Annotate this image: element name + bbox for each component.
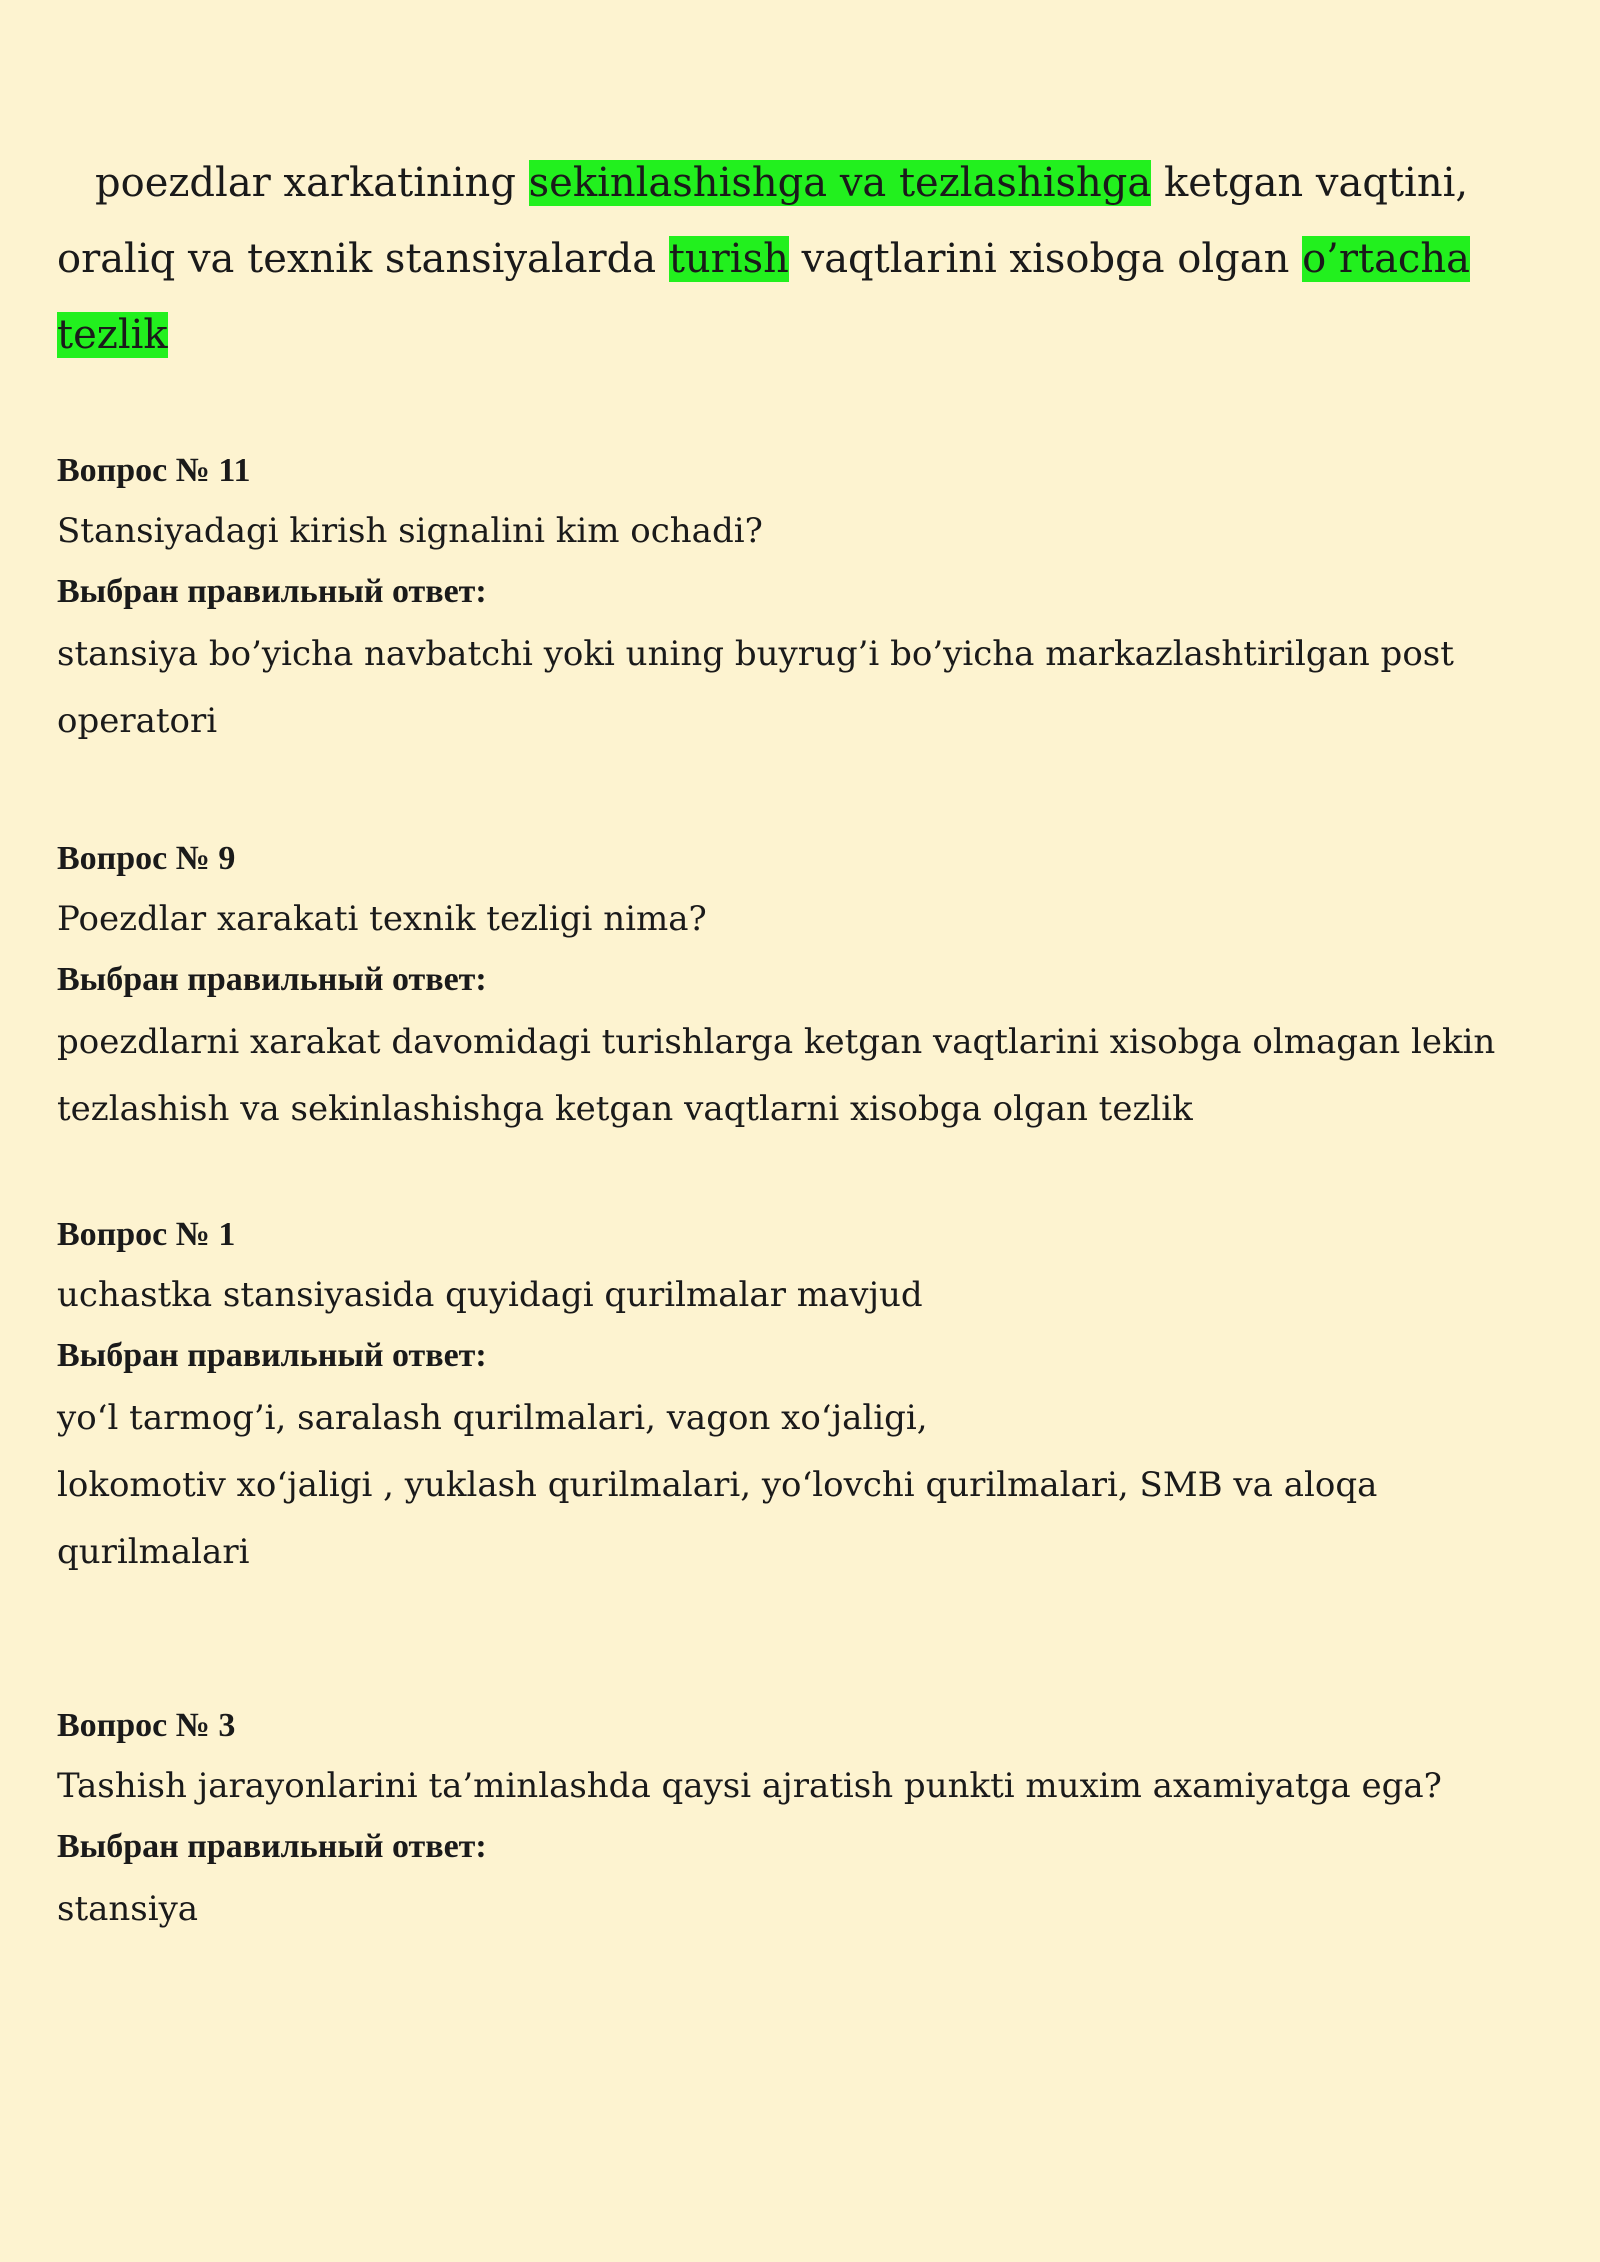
- highlighted-text: turish: [668, 236, 789, 282]
- answer-text: [57, 1009, 1547, 1143]
- answer-text: [57, 1385, 1547, 1586]
- highlighted-text: sekinlashishga va tezlashishga: [528, 160, 1152, 206]
- answer-line: stansiya: [57, 1889, 199, 1929]
- answer-line: lokomotiv xo‘jaligi , yuklash qurilmalari, yo‘lovchi qurilmalari, SMB va aloqa qurilmalari: [57, 1465, 1378, 1572]
- intro-text: poezdlar xarkatining: [95, 160, 529, 206]
- answer-line: yo‘l tarmog’i, saralash qurilmalari, vagon xo‘jaligi,: [57, 1398, 928, 1438]
- question-text: Stansiyadagi kirish signalini kim ochadi?: [57, 511, 763, 551]
- highlighted-text: o’rtacha tezlik: [57, 236, 1470, 358]
- answer-label: Выбран правильный ответ:: [57, 1828, 487, 1865]
- intro-text: vaqtlarini xisobga olgan: [788, 236, 1303, 282]
- answer-line: poezdlarni xarakat davomidagi turishlarga ketgan vaqtlarini xisobga olmagan lekin tezlashish va sekinlashishga ketgan vaqtlarni xisobga olgan tezlik: [57, 1022, 1496, 1129]
- intro-text: ketgan vaqtini, oraliq va texnik stansiyalarda: [57, 160, 1469, 282]
- question-block: [57, 443, 1547, 755]
- answer-label: Выбран правильный ответ:: [57, 961, 487, 998]
- question-number: Вопрос № 11: [57, 452, 251, 489]
- answer-text: [57, 621, 1547, 755]
- question-block: [57, 1698, 1547, 1943]
- document-page: [57, 145, 1547, 1929]
- question-block: [57, 831, 1547, 1143]
- answer-label: Выбран правильный ответ:: [57, 1337, 487, 1374]
- question-text: Tashish jarayonlarini ta’minlashda qaysi ajratish punkti muxim axamiyatga ega?: [57, 1766, 1442, 1806]
- question-text: uchastka stansiyasida quyidagi qurilmalar mavjud: [57, 1275, 923, 1315]
- question-number: Вопрос № 3: [57, 1707, 236, 1744]
- answer-line: stansiya bo’yicha navbatchi yoki uning buyrug’i bo’yicha markazlashtirilgan post operatori: [57, 634, 1454, 741]
- question-number: Вопрос № 1: [57, 1216, 236, 1253]
- answer-label: Выбран правильный ответ:: [57, 573, 487, 610]
- question-number: Вопрос № 9: [57, 840, 236, 877]
- question-block: [57, 1207, 1547, 1586]
- question-text: Poezdlar xarakati texnik tezligi nima?: [57, 899, 707, 939]
- answer-text: [57, 1876, 1547, 1943]
- intro-paragraph: [57, 145, 1547, 373]
